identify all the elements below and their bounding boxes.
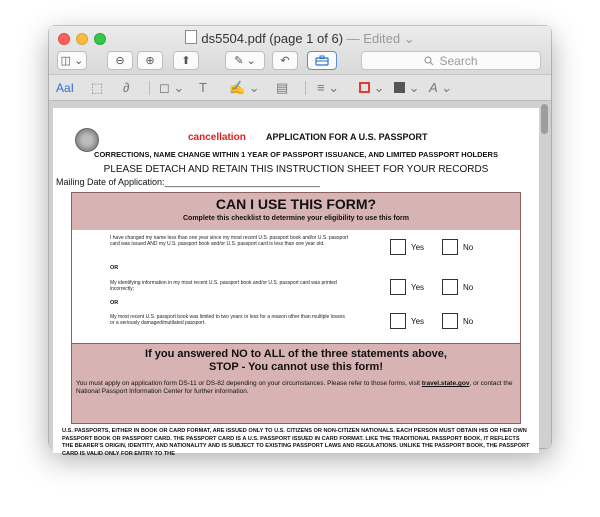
title-bar [49, 26, 551, 74]
search-field[interactable] [361, 51, 541, 70]
zoom-out-button[interactable]: ⊖ [107, 51, 133, 70]
edited-indicator[interactable]: — Edited ⌄ [346, 31, 415, 46]
border-color-swatch [359, 82, 370, 93]
text-selection-tool[interactable]: AaI [56, 81, 75, 95]
text-style-tool[interactable]: A ⌄ [429, 80, 452, 95]
checklist-subtitle: Complete this checklist to determine your eligibility to use this form [183, 215, 409, 222]
stop-notice-text [76, 380, 516, 396]
note-tool[interactable]: ▤ [276, 80, 289, 95]
fill-color-swatch [394, 82, 405, 93]
markup-pen-button[interactable]: ✎ ⌄ [225, 51, 265, 70]
question-3: My most recent U.S. passport book was limited to two years or less for a reason other than multiple losses or a seriously damaged/mutilated passport. [110, 314, 345, 327]
or-label: OR [110, 265, 119, 271]
no-label: No [463, 317, 474, 326]
yes-label: Yes [411, 317, 425, 326]
sign-tool[interactable]: ✍ ⌄ [229, 80, 260, 95]
cancellation-annotation[interactable]: cancellation [188, 132, 246, 143]
stop-notice [72, 343, 520, 423]
rotate-button[interactable]: ↶ [272, 51, 298, 70]
share-button[interactable]: ⬆ [173, 51, 199, 70]
question-1-yes-checkbox[interactable] [390, 239, 406, 255]
border-color-tool[interactable]: ⌄ [359, 80, 385, 96]
passport-info-paragraph: U.S. PASSPORTS, EITHER IN BOOK OR CARD FORMAT, ARE ISSUED ONLY TO U.S. CITIZENS OR NON-CITIZEN NATIONALS. EACH PERSON MUST OBTAIN HIS OR HER OWN PASSPORT BOOK OR PASSPORT CARD. THE PASSPORT CARD IS A U.S. PASSPORT ISSUED IN CARD FORMAT. LIKE THE TRADITIONAL PASSPORT BOOK, IT REFLECTS THE BEARER'S ORIGIN, IDENTITY, AND NATIONALITY AND IS SUBJECT TO EXISTING PASSPORT LAWS AND REGULATIONS. UNLIKE THE PASSPORT BOOK, THE PASSPORT CARD IS VALID ONLY FOR ENTRY TO THE [62, 428, 530, 457]
toolbar-divider [305, 81, 306, 95]
checklist-title: CAN I USE THIS FORM? [215, 196, 377, 212]
no-label: No [463, 243, 474, 252]
us-seal-icon [75, 128, 99, 152]
eligibility-checklist [71, 192, 521, 424]
document-area[interactable] [49, 101, 551, 457]
stop-notice-line-2: STOP - You cannot use this form! [209, 361, 383, 373]
toolbar-divider [149, 81, 150, 95]
pdf-document-icon [185, 30, 197, 44]
form-purpose-line: CORRECTIONS, NAME CHANGE WITHIN 1 YEAR OF PASSPORT ISSUANCE, AND LIMITED PASSPORT HOLDERS [94, 150, 498, 159]
stop-notice-line-1: If you answered NO to ALL of the three statements above, [145, 348, 447, 360]
question-2-no-checkbox[interactable] [442, 279, 458, 295]
application-title: APPLICATION FOR A U.S. PASSPORT [266, 132, 428, 142]
question-2: My identifying information in my most recent U.S. passport book and/or U.S. passport card was printed incorrectly; [110, 280, 337, 293]
search-icon [424, 56, 434, 66]
question-1-no-checkbox[interactable] [442, 239, 458, 255]
pdf-page[interactable] [53, 108, 539, 457]
yes-label: Yes [411, 283, 425, 292]
vertical-scrollbar[interactable] [541, 104, 548, 134]
markup-toolbox-button[interactable] [307, 51, 337, 70]
travel-state-gov-link[interactable]: travel.state.gov [421, 380, 470, 387]
shapes-tool[interactable]: ◻ ⌄ [159, 80, 185, 95]
fill-color-tool[interactable]: ⌄ [394, 80, 420, 96]
sidebar-toggle-button[interactable]: ◫ ⌄ [57, 51, 87, 70]
mailing-date-field[interactable]: Mailing Date of Application:_______________________________ [56, 177, 320, 187]
question-1: I have changed my name less than one year since my most recent U.S. passport book and/or U.S. passport card was issued AND my U.S. passport book and/or U.S. passport card is less than one year old. [110, 235, 349, 248]
yes-label: Yes [411, 243, 425, 252]
search-placeholder: Search [439, 53, 478, 68]
line-style-tool[interactable]: ≡ ⌄ [317, 80, 340, 95]
checklist-header [72, 193, 520, 230]
detach-instruction: PLEASE DETACH AND RETAIN THIS INSTRUCTION SHEET FOR YOUR RECORDS [103, 164, 489, 175]
no-label: No [463, 283, 474, 292]
stop-notice-text-b: , or contact the National Passport Information Center for further information. [76, 380, 513, 395]
window-title-text: ds5504.pdf (page 1 of 6) [201, 31, 344, 46]
or-label: OR [110, 300, 119, 306]
text-box-tool[interactable]: T [199, 80, 207, 95]
question-3-yes-checkbox[interactable] [390, 313, 406, 329]
stop-notice-text-a: You must apply on application form DS-11 or DS-82 depending on your circumstances. Please refer to those forms, visit [76, 380, 420, 387]
toolbox-icon [315, 55, 329, 66]
question-2-yes-checkbox[interactable] [390, 279, 406, 295]
preview-window [49, 26, 551, 457]
zoom-in-button[interactable]: ⊕ [137, 51, 163, 70]
sketch-tool[interactable]: ∂ [123, 80, 130, 95]
window-title[interactable] [49, 30, 551, 47]
question-3-no-checkbox[interactable] [442, 313, 458, 329]
markup-toolbar [49, 74, 551, 101]
rectangular-selection-tool[interactable]: ⬚ [91, 80, 104, 95]
